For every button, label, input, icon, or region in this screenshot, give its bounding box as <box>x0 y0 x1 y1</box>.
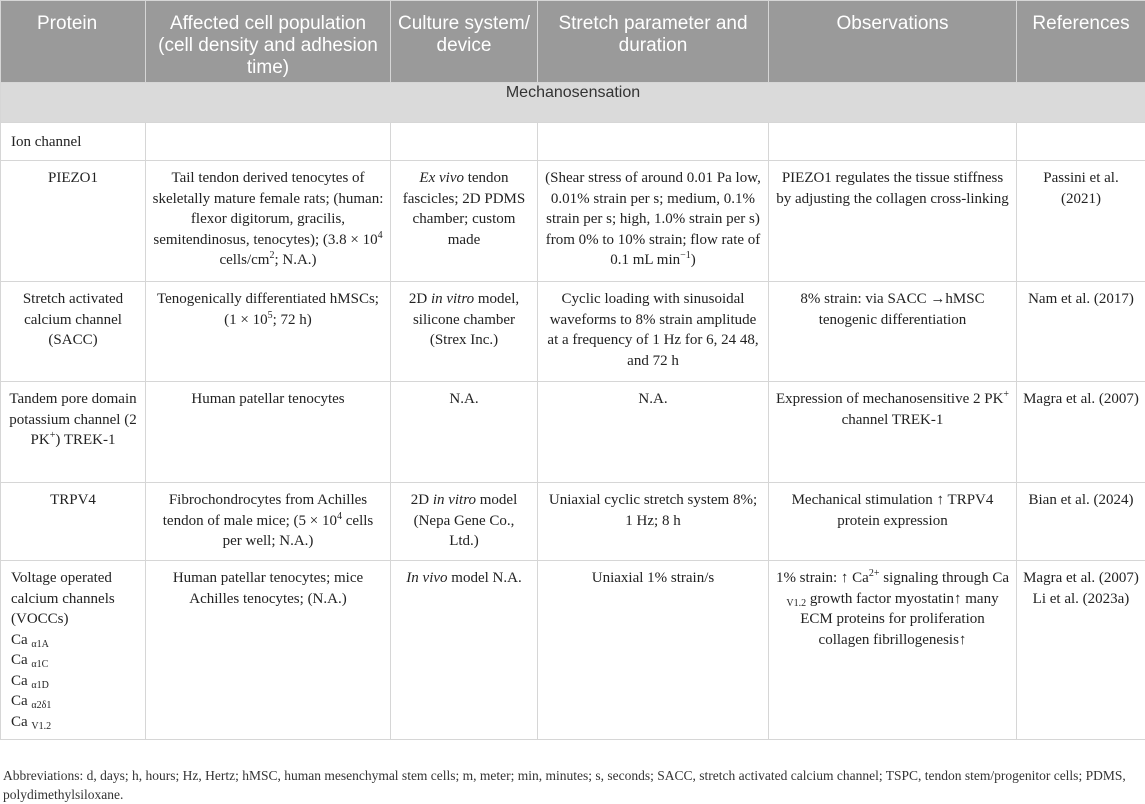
observations-cell: Expression of mechanosensitive 2 PK+ channel TREK-1 <box>769 382 1017 483</box>
culture-cell: Ex vivo tendon fascicles; 2D PDMS chamber; custom made <box>391 161 538 282</box>
stretch-cell: N.A. <box>538 382 769 483</box>
empty-cell <box>1017 123 1145 161</box>
stretch-cell: Cyclic loading with sinusoidal waveforms to 8% strain amplitude at a frequency of 1 Hz for 6, 24 48, and 72 h <box>538 282 769 382</box>
empty-cell <box>538 123 769 161</box>
col-header-stretch-parameter: Stretch parameter and duration <box>538 1 769 83</box>
col-header-protein: Protein <box>1 1 146 83</box>
subsection-title: Ion channel <box>1 123 146 161</box>
col-header-references: References <box>1017 1 1145 83</box>
culture-cell: In vivo model N.A. <box>391 561 538 740</box>
section-row <box>1 83 1145 123</box>
col-header-culture-system: Culture system/ device <box>391 1 538 83</box>
subunit: Ca $_{\alpha 2\delta 1}$ <box>11 693 52 711</box>
empty-cell <box>391 123 538 161</box>
cell-population-cell: Human patellar tenocytes <box>146 382 391 483</box>
cell-population-cell: Fibrochondrocytes from Achilles tendon of male mice; ($5 \times 10^4$ cells per well; N.A.) <box>146 483 391 561</box>
references-cell: Magra et al. (2007) Li et al. (2023a) <box>1017 561 1145 740</box>
cell-population-cell: Human patellar tenocytes; mice Achilles tenocytes; (N.A.) <box>146 561 391 740</box>
cell-population-cell: Tenogenically differentiated hMSCs; ($1 \times 10^5$; 72 h) <box>146 282 391 382</box>
subunit: Ca $_{\alpha 1D}$ <box>11 672 49 691</box>
subsection-row <box>1 123 1145 161</box>
protein-cell: PIEZO1 <box>1 161 146 282</box>
section-title: Mechanosensation <box>1 83 1145 123</box>
cell-population-cell: Tail tendon derived tenocytes of skeletally mature female rats; (human: flexor digitorum, gracilis, semitendinosus, tenocytes); ($3.8 \times 10^4$ cells/$cm^2$; N.A.) <box>146 161 391 282</box>
table-row-trek1 <box>1 382 1145 483</box>
references-cell: Magra et al. (2007) <box>1017 382 1145 483</box>
col-header-cell-population: Affected cell population (cell density and adhesion time) <box>146 1 391 83</box>
col-header-observations: Observations <box>769 1 1017 83</box>
culture-cell: 2D in vitro model (Nepa Gene Co., Ltd.) <box>391 483 538 561</box>
empty-cell <box>769 123 1017 161</box>
table-row-sacc <box>1 282 1145 382</box>
stretch-cell: (Shear stress of around 0.01 Pa low, 0.01% strain per s; medium, 0.1% strain per s; high, 1.0% strain per s) from 0% to 10% strain; flow rate of 0.1 mL $\min^{-1}$) <box>538 161 769 282</box>
observations-cell: 8% strain: via SACC →hMSC tenogenic differentiation <box>769 282 1017 382</box>
protein-cell: Tandem pore domain potassium channel (2 PK+) TREK-1 <box>1 382 146 483</box>
observations-cell: Mechanical stimulation ↑ TRPV4 protein expression <box>769 483 1017 561</box>
references-cell: Nam et al. (2017) <box>1017 282 1145 382</box>
table-row-trpv4 <box>1 483 1145 561</box>
subunit: Ca $_{V1.2}$ <box>11 713 52 732</box>
stretch-cell: Uniaxial cyclic stretch system 8%; 1 Hz; 8 h <box>538 483 769 561</box>
references-cell: Passini et al. (2021) <box>1017 161 1145 282</box>
observations-cell: PIEZO1 regulates the tissue stiffness by adjusting the collagen cross-linking <box>769 161 1017 282</box>
subunit: Ca $_{\alpha 1C}$ <box>11 652 49 670</box>
protein-cell: Stretch activated calcium channel (SACC) <box>1 282 146 382</box>
subunit: Ca $_{\alpha 1A}$ <box>11 631 49 650</box>
header-row <box>1 1 1145 83</box>
table-row-voccs <box>1 561 1145 740</box>
culture-cell: 2D in vitro model, silicone chamber (Strex Inc.) <box>391 282 538 382</box>
protein-cell: Voltage operated calcium channels (VOCCs) Ca $_{\alpha 1A}$ Ca $_{\alpha 1C}$ Ca $_{\alpha 1D}$ Ca $_{\alpha 2\delta 1}$ Ca $_{V1.2}$ <box>1 561 146 740</box>
protein-cell: TRPV4 <box>1 483 146 561</box>
stretch-cell: Uniaxial 1% strain/s <box>538 561 769 740</box>
references-cell: Bian et al. (2024) <box>1017 483 1145 561</box>
empty-cell <box>146 123 391 161</box>
observations-cell: 1% strain: ↑ $Ca^{2+}$ signaling through Ca $_{V1.2}$ growth factor myostatin↑ many ECM proteins for proliferation collagen fibrillogenesis↑ <box>769 561 1017 740</box>
table-footnote: Abbreviations: d, days; h, hours; Hz, Hertz; hMSC, human mesenchymal stem cells; m, meter; min, minutes; s, seconds; SACC, stretch activated calcium channel; TSPC, tendon stem/progenitor cells; PDMS, polydimethylsiloxane. <box>3 768 1126 802</box>
table-row-piezo1 <box>1 161 1145 282</box>
culture-cell: N.A. <box>391 382 538 483</box>
